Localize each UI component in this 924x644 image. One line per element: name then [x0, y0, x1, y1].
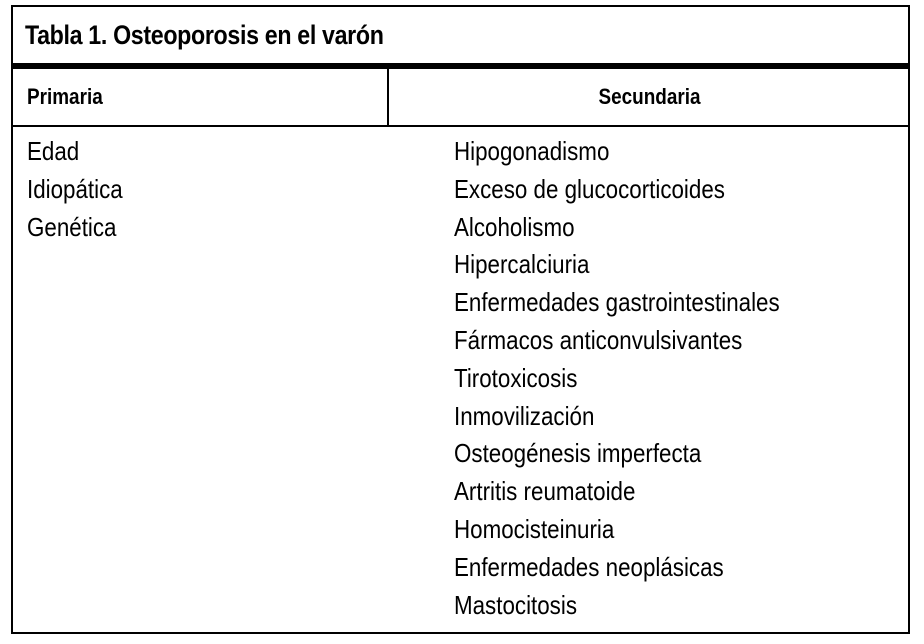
secundaria-item: Fármacos anticonvulsivantes: [454, 324, 743, 355]
primaria-item: Edad: [27, 136, 80, 166]
primaria-item: Genética: [27, 211, 117, 242]
primaria-item: Idiopática: [27, 173, 123, 204]
header-secundaria: Secundaria: [598, 84, 701, 109]
secundaria-item: Homocisteinuria: [454, 513, 615, 544]
secundaria-item: Artritis reumatoide: [454, 476, 636, 507]
secundaria-item: Hipogonadismo: [454, 136, 610, 166]
title-rule: [13, 63, 908, 69]
secundaria-item: Hipercalciuria: [454, 249, 590, 280]
secundaria-item: Exceso de glucocorticoides: [454, 173, 725, 204]
secundaria-item: Osteogénesis imperfecta: [454, 438, 702, 469]
secundaria-item: Alcoholismo: [454, 211, 575, 242]
header-primaria: Primaria: [27, 84, 103, 109]
secundaria-list: [454, 133, 780, 624]
secundaria-item: Enfermedades gastrointestinales: [454, 287, 780, 318]
secundaria-item: Mastocitosis: [454, 589, 578, 620]
secundaria-item: Inmovilización: [454, 400, 595, 431]
table-frame: [11, 5, 910, 634]
primaria-list: [27, 133, 123, 246]
column-divider: [387, 69, 389, 125]
secundaria-item: Enfermedades neoplásicas: [454, 551, 724, 582]
table-title: Tabla 1. Osteoporosis en el varón: [25, 20, 384, 50]
secundaria-item: Tirotoxicosis: [454, 362, 578, 393]
header-rule: [13, 125, 908, 127]
